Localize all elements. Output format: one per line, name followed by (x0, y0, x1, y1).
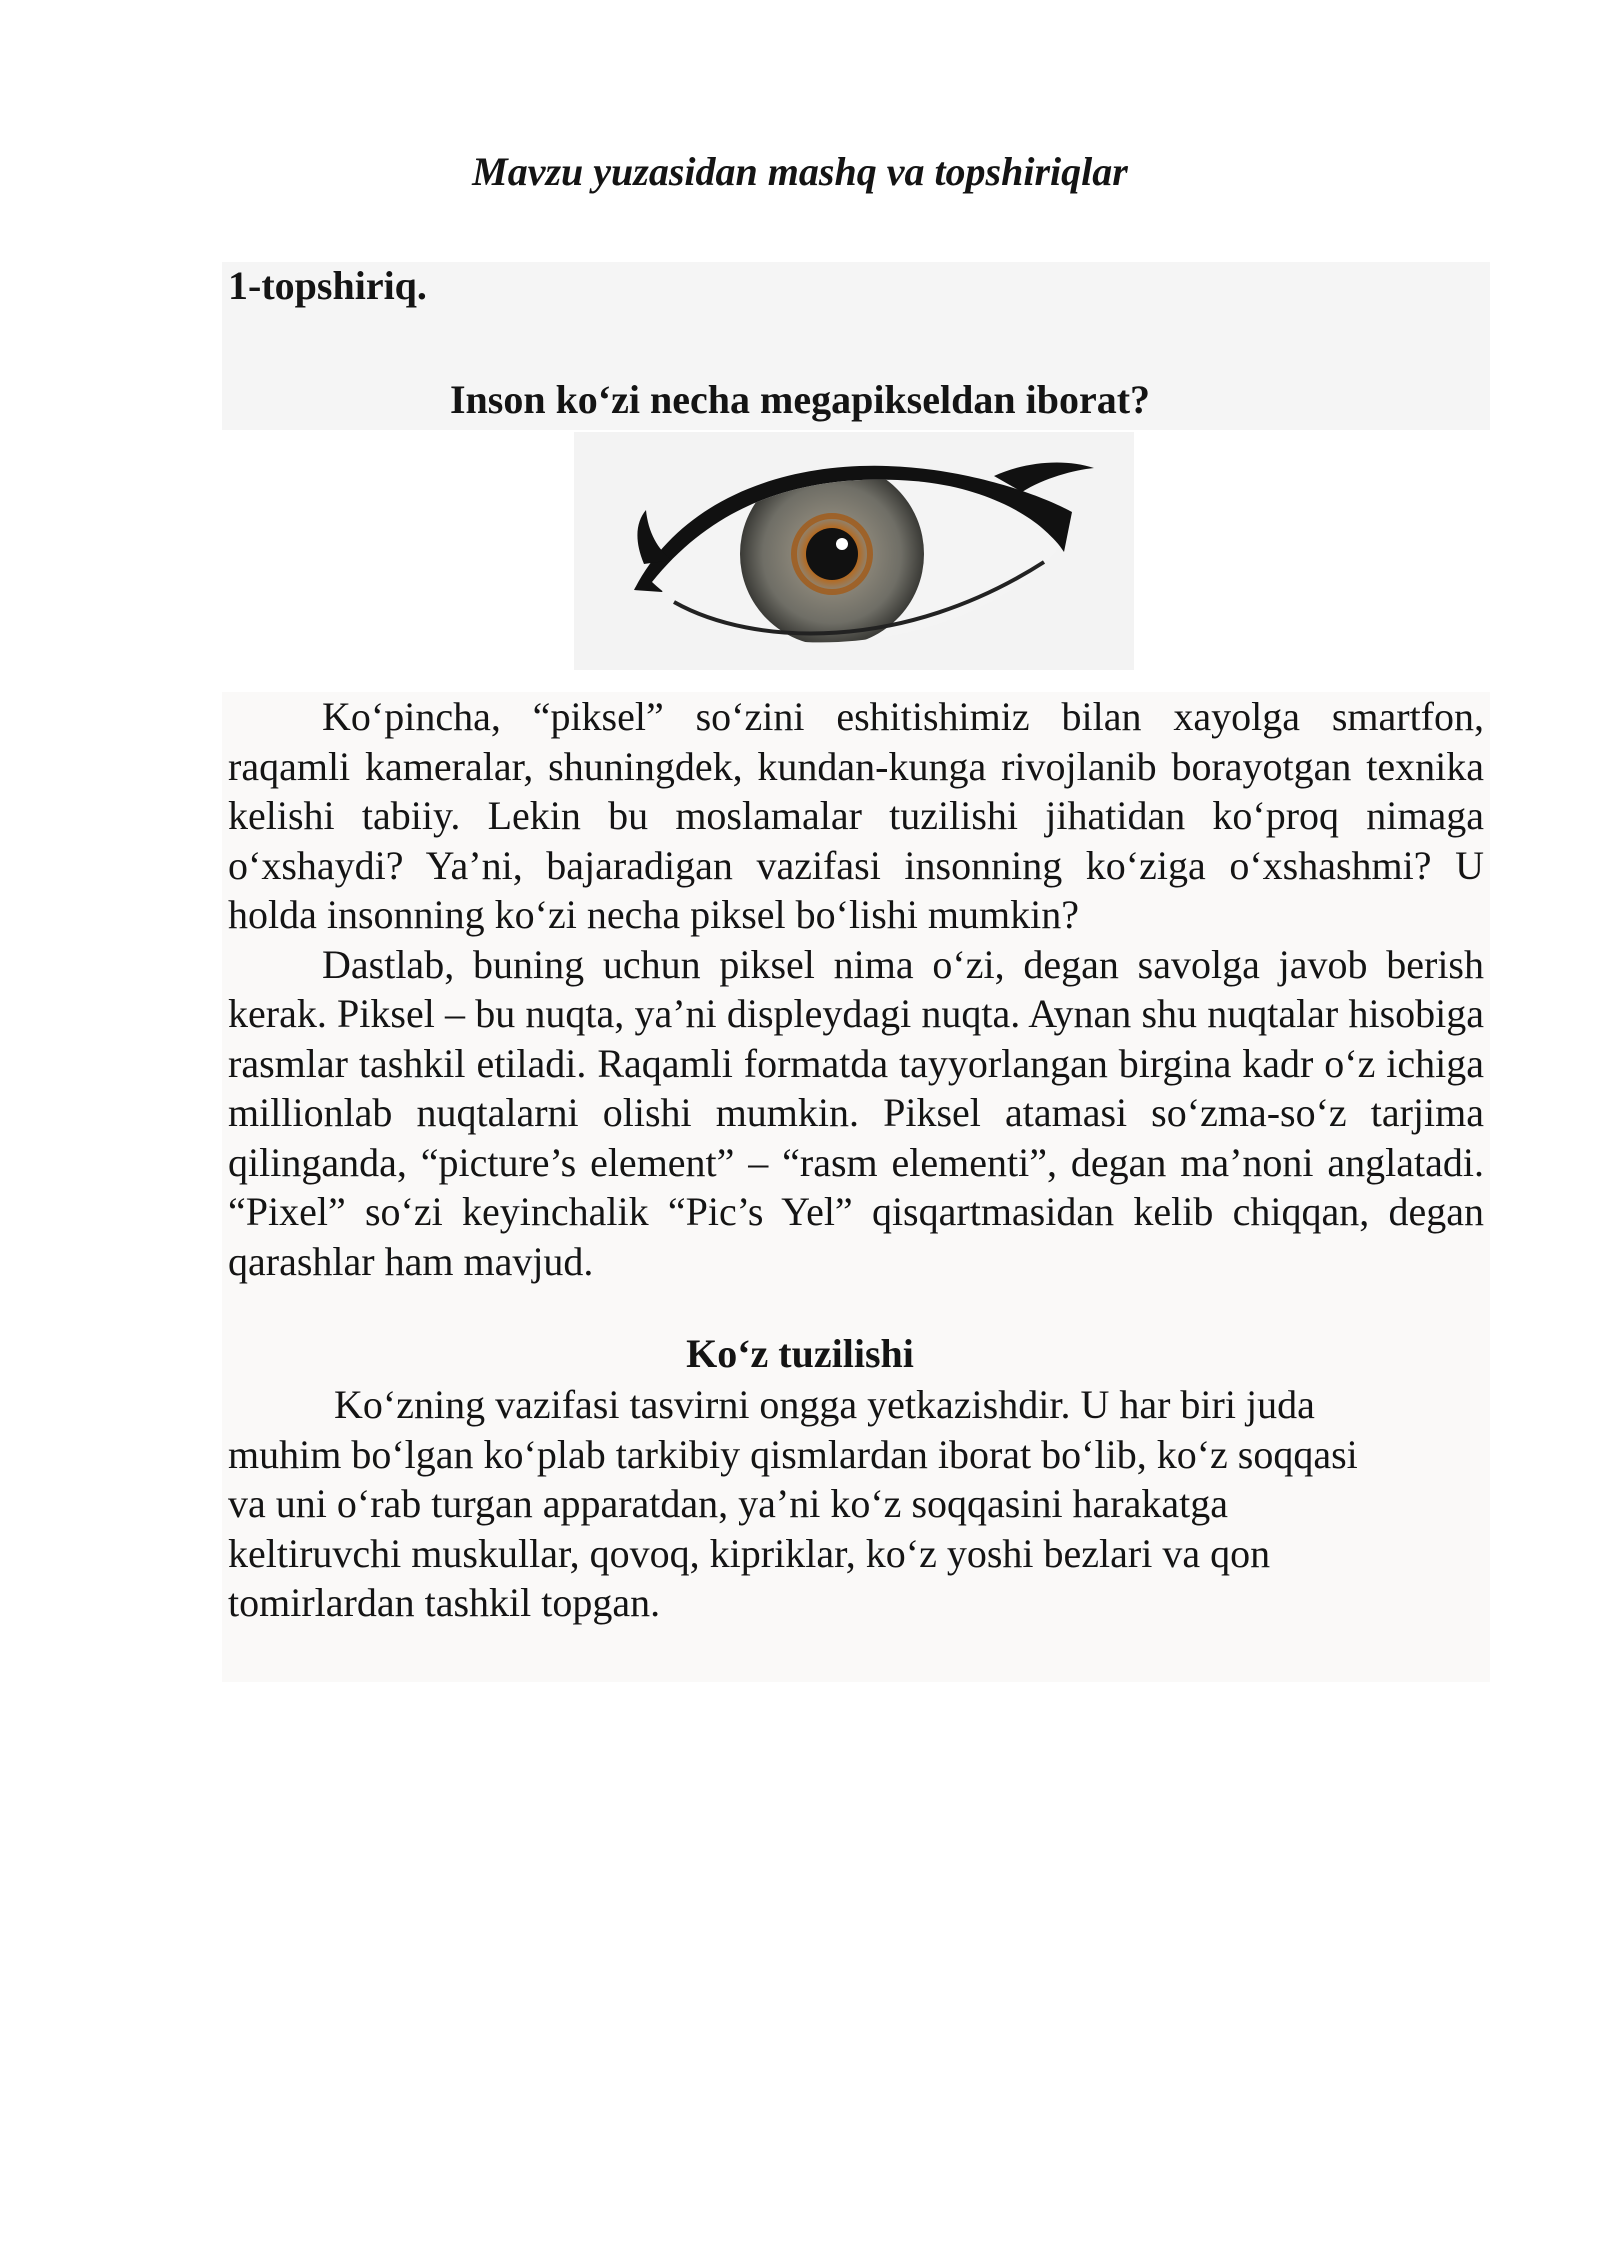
paragraph: Ko‘pincha, “piksel” so‘zini eshitishimiz bilan xayolga smartfon, raqamli kameralar, shuningdek, kundan-kunga rivojlanib borayotgan texnika kelishi tabiiy. Lekin bu moslamalar tuzilishi jihatidan ko‘proq nimaga o‘xshaydi? Ya’ni, bajaradigan vazifasi insonning ko‘ziga o‘xshashmi? U holda insonning ko‘zi necha piksel bo‘lishi mumkin? (228, 694, 1484, 937)
question-heading: Inson ko‘zi necha megapikseldan iborat? (449, 377, 1151, 422)
eye-image (574, 432, 1134, 670)
text-line: va uni o‘rab turgan apparatdan, ya’ni ko‘z soqqasini harakatga (228, 1481, 1228, 1526)
eye-illustration-icon (574, 432, 1134, 670)
text-line: tomirlardan tashkil topgan. (228, 1580, 661, 1625)
text-line: Ko‘zning vazifasi tasvirni ongga yetkazishdir. U har biri juda (334, 1382, 1315, 1427)
page-title: Mavzu yuzasidan mashq va topshiriqlar (472, 149, 1128, 194)
paragraph: Dastlab, buning uchun piksel nima o‘zi, degan savolga javob berish kerak. Piksel – bu nuqta, ya’ni displeydagi nuqta. Aynan shu nuqtalar hisobiga rasmlar tashkil etiladi. Raqamli formatda tayyorlangan birgina kadr o‘z ichiga millionlab nuqtalarni olishi mumkin. Piksel atamasi so‘zma-so‘z tarjima qilinganda, “picture’s element” – “rasm elementi”, degan ma’noni anglatadi. “Pixel” so‘zi keyinchalik “Pic’s Yel” qisqartmasidan kelib chiqqan, degan qarashlar ham mavjud. (228, 941, 1484, 1284)
section-heading: Ko‘z tuzilishi (686, 1331, 914, 1376)
text-line: keltiruvchi muskullar, qovoq, kipriklar, ko‘z yoshi bezlari va qon (228, 1530, 1271, 1576)
section-text (228, 1380, 1484, 1628)
intro-text (228, 692, 1484, 1286)
text-line: muhim bo‘lgan ko‘plab tarkibiy qismlardan iborat bo‘lib, ko‘z soqqasi (228, 1431, 1358, 1477)
task-label: 1-topshiriq. (228, 263, 427, 308)
